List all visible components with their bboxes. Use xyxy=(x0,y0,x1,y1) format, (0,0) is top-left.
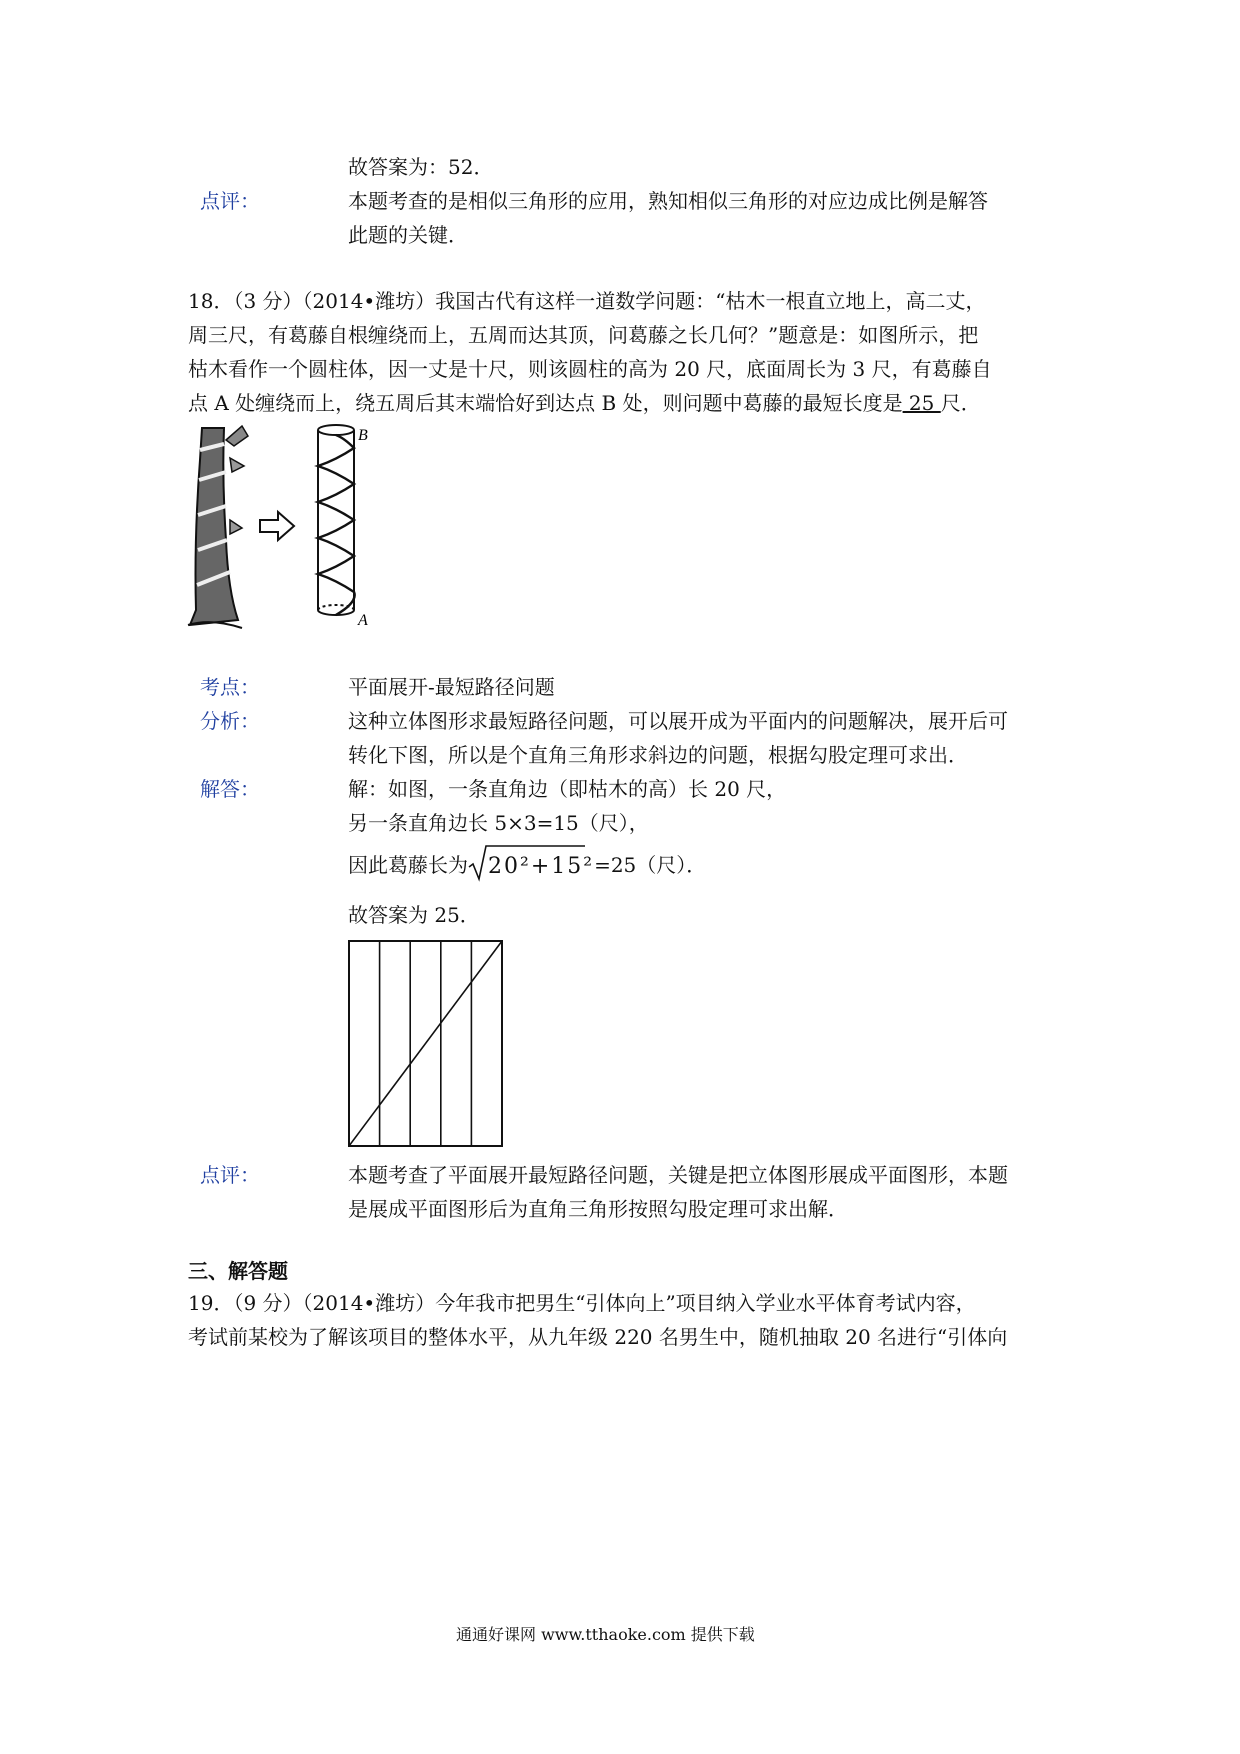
fenxi-line1: 这种立体图形求最短路径问题，可以展开成为平面内的问题解决，展开后可 xyxy=(348,709,1008,733)
label-b: B xyxy=(358,427,368,444)
review-17-line1: 本题考查的是相似三角形的应用，熟知相似三角形的对应边成比例是解答 xyxy=(348,189,988,213)
sqrt-expression xyxy=(468,849,594,884)
unrolled-rectangle-figure xyxy=(348,940,504,1148)
kaodian-text: 平面展开-最短路径问题 xyxy=(348,675,555,699)
jieda-line3-post: =25（尺）． xyxy=(594,853,707,877)
q18-line2: 周三尺，有葛藤自根缠绕而上，五周而达其顶，问葛藤之长几何？”题意是：如图所示，把 xyxy=(188,323,979,347)
q19-line1: 19．（9 分）（2014•潍坊）今年我市把男生“引体向上”项目纳入学业水平体育考试内容， xyxy=(188,1291,976,1315)
q18-line1: 18．（3 分）（2014•潍坊）我国古代有这样一道数学问题：“枯木一根直立地上，高二丈， xyxy=(188,289,986,313)
review-18-line1: 本题考查了平面展开最短路径问题，关键是把立体图形展成平面图形，本题 xyxy=(348,1163,1008,1187)
arrow-icon xyxy=(260,512,294,540)
answer-17: 故答案为：52． xyxy=(348,155,494,179)
sqrt-sign-icon xyxy=(468,843,586,883)
tree-cylinder-figure xyxy=(186,420,386,630)
cylinder-diagram xyxy=(318,425,355,615)
jieda-line3-pre: 因此葛藤长为 xyxy=(348,853,468,877)
sqrt-content: 20²+15² xyxy=(488,854,595,879)
jieda-line4: 故答案为 25． xyxy=(348,903,480,927)
q18-line3: 枯木看作一个圆柱体，因一丈是十尺，则该圆柱的高为 20 尺，底面周长为 3 尺，有葛藤自 xyxy=(188,357,992,381)
page-footer: 通通好课网 www.tthaoke.com 提供下载 xyxy=(456,1625,755,1644)
review-label-17: 点评： xyxy=(200,189,260,213)
kaodian-label: 考点： xyxy=(200,675,260,699)
review-17-line2: 此题的关键． xyxy=(348,223,468,247)
jieda-line3 xyxy=(348,848,706,884)
label-a: A xyxy=(358,612,368,629)
fenxi-line2: 转化下图，所以是个直角三角形求斜边的问题，根据勾股定理可求出． xyxy=(348,743,968,767)
q18-line4 xyxy=(188,386,981,420)
jieda-line2: 另一条直角边长 5×3=15（尺）， xyxy=(348,811,649,835)
section3-title: 三、解答题 xyxy=(188,1259,288,1283)
review-18-line2: 是展成平面图形后为直角三角形按照勾股定理可求出解． xyxy=(348,1197,848,1221)
review-label-18: 点评： xyxy=(200,1163,260,1187)
q18-answer-blank: 25 xyxy=(902,391,941,415)
fenxi-label: 分析： xyxy=(200,709,260,733)
q18-line4-post: 尺． xyxy=(940,391,981,415)
jieda-line1: 解：如图，一条直角边（即枯木的高）长 20 尺， xyxy=(348,777,787,801)
q18-line4-pre: 点 A 处缠绕而上，绕五周后其末端恰好到达点 B 处，则问题中葛藤的最短长度是 xyxy=(188,391,903,415)
jieda-label: 解答： xyxy=(200,777,260,801)
q19-line2: 考试前某校为了解该项目的整体水平，从九年级 220 名男生中，随机抽取 20 名进行“引体向 xyxy=(188,1325,1008,1349)
tree-illustration xyxy=(188,426,248,628)
